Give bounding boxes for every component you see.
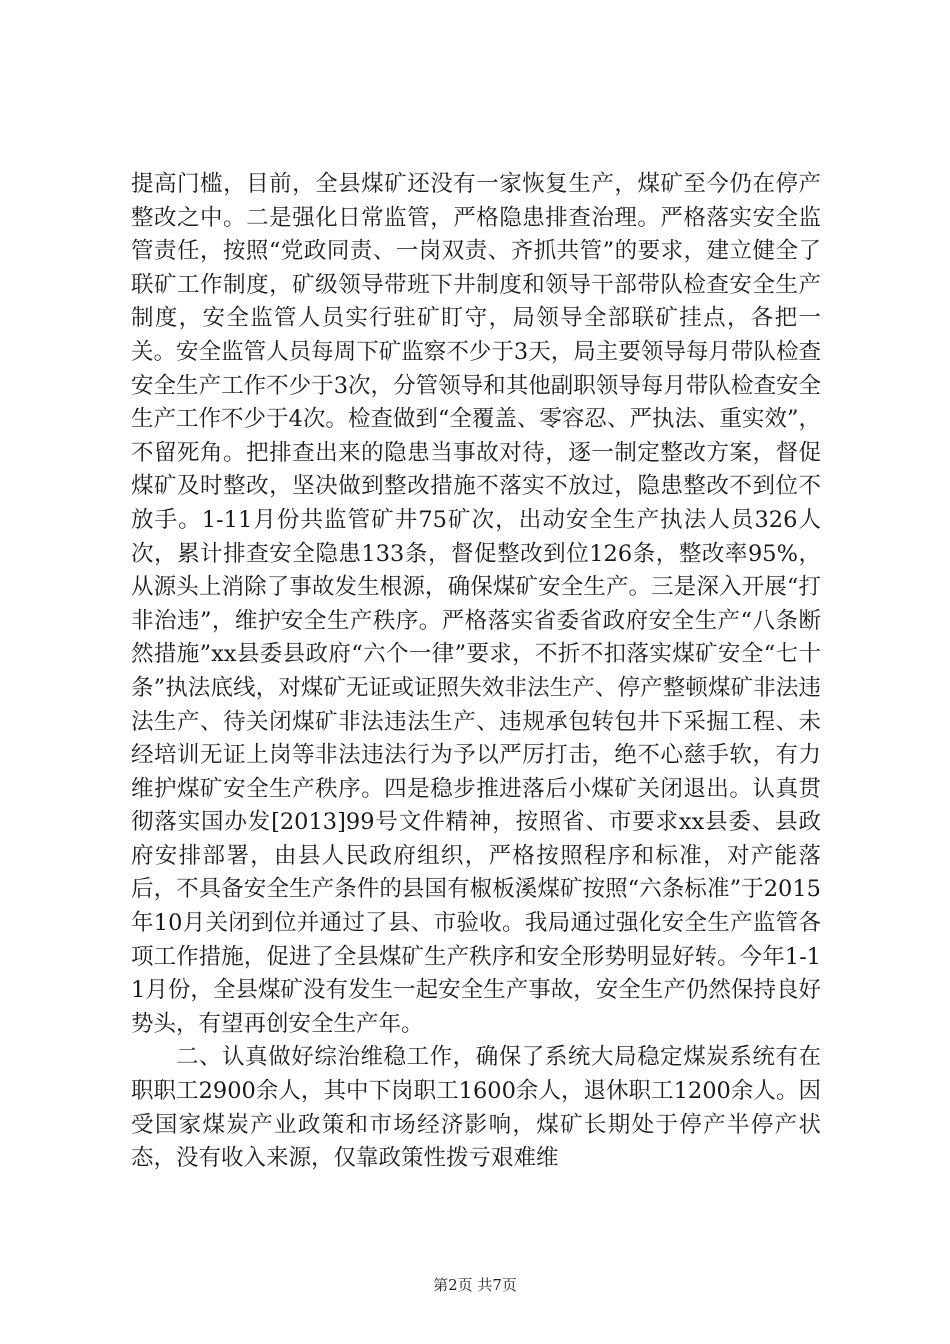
paragraph-stability-work: 二、认真做好综治维稳工作，确保了系统大局稳定煤炭系统有在职职工2900余人，其中下岗职工1600余人，退休职工1200余人。因受国家煤炭产业政策和市场经济影响，煤矿长期处于停产半停产状态，没有收入来源，仅靠政策性拨亏艰难维	[131, 1044, 821, 1172]
document-body	[131, 168, 821, 1176]
paragraph-coal-safety-supervision: 提高门槛，目前，全县煤矿还没有一家恢复生产，煤矿至今仍在停产整改之中。二是强化日常监管，严格隐患排查治理。严格落实安全监管责任，按照“党政同责、一岗双责、齐抓共管”的要求，建立健全了联矿工作制度，矿级领导带班下井制度和领导干部带队检查安全生产制度，安全监管人员实行驻矿盯守，局领导全部联矿挂点，各把一关。安全监管人员每周下矿监察不少于3天，局主要领导每月带队检查安全生产工作不少于3次，分管领导和其他副职领导每月带队检查安全生产工作不少于4次。检查做到“全覆盖、零容忍、严执法、重实效”，不留死角。把排查出来的隐患当事故对待，逐一制定整改方案，督促煤矿及时整改，坚决做到整改措施不落实不放过，隐患整改不到位不放手。1-11月份共监管矿井75矿次，出动安全生产执法人员326人次，累计排查安全隐患133条，督促整改到位126条，整改率95%，从源头上消除了事故发生根源，确保煤矿安全生产。三是深入开展“打非治违”，维护安全生产秩序。严格落实省委省政府安全生产“八条断然措施”xx县委县政府“六个一律”要求，不折不扣落实煤矿安全“七十条”执法底线，对煤矿无证或证照失效非法生产、停产整顿煤矿非法违法生产、待关闭煤矿非法违法生产、违规承包转包井下采掘工程、未经培训无证上岗等非法违法行为予以严厉打击，绝不心慈手软，有力维护煤矿安全生产秩序。四是稳步推进落后小煤矿关闭退出。认真贯彻落实国办发[2013]99号文件精神，按照省、市要求xx县委、县政府安排部署，由县人民政府组织，严格按照程序和标准，对产能落后，不具备安全生产条件的县国有椒板溪煤矿按照“六条标准”于2015年10月关闭到位并通过了县、市验收。我局通过强化安全生产监管各项工作措施，促进了全县煤矿生产秩序和安全形势明显好转。今年1-11月份，全县煤矿没有发生一起安全生产事故，安全生产仍然保持良好势头，有望再创安全生产年。	[131, 171, 821, 1037]
page-number-footer: 第2页 共7页	[433, 1276, 517, 1294]
